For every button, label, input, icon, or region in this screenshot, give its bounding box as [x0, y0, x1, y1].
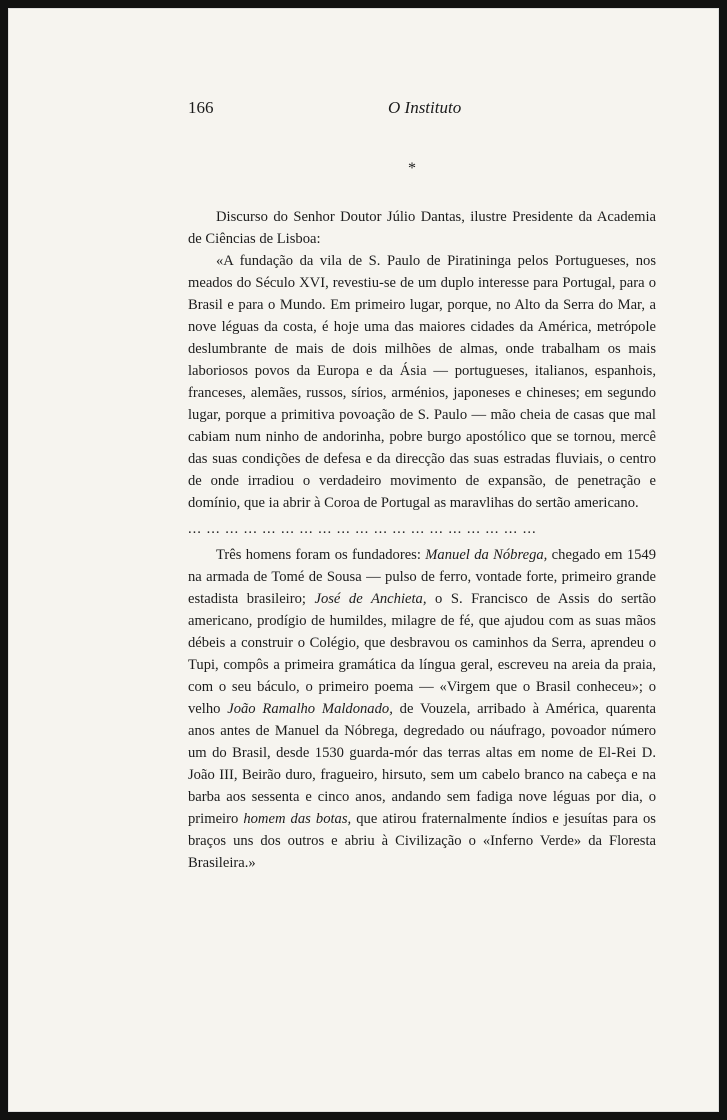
name-joao-ramalho-maldonado: João Ramalho Maldonado, — [227, 701, 393, 717]
paragraph-2-text-4: de Vouzela, arribado à América, quarenta anos antes de Manuel da Nóbrega, degredado ou náufrago, povoador número um do Brasil, desde 1530 guarda-mór das terras altas em nome de El-Rei D. João III, Beirão duro, fragueiro, hirsuto, sem um cabelo branco na cabeça e na barba aos sessenta e cinco anos, andando sem fadiga nove léguas por dia, o primeiro — [188, 701, 656, 827]
page-number: 166 — [188, 98, 214, 117]
phrase-homem-das-botas: homem das botas, — [243, 811, 352, 827]
paragraph-2-text-1: Três homens foram os fundadores: — [216, 547, 426, 563]
page-header — [188, 98, 568, 120]
body-text — [188, 206, 656, 874]
running-title: O Instituto — [388, 98, 462, 117]
section-ornament: * — [408, 160, 416, 177]
paragraph-2-text-5: que atirou fraternalmente índios e jesuítas para os braços uns dos outros e abriu à Civilização o «Inferno Verde» da Floresta Brasileira.» — [188, 811, 656, 871]
ellipsis-separator: ... ... ... ... ... ... ... ... ... ... ... ... ... ... ... ... ... ... ... — [188, 521, 537, 537]
name-jose-de-anchieta: José de Anchieta, — [314, 591, 427, 607]
speech-paragraph-1: «A fundação da vila de S. Paulo de Piratininga pelos Portugueses, nos meados do Século XVI, revestiu-se de um duplo interesse para Portugal, para o Brasil e para o Mundo. Em primeiro lugar, porque, no Alto da Serra do Mar, a nove léguas da costa, é hoje uma das maiores cidades da América, metrópole deslumbrante de mais de dois milhões de almas, onde trabalham os mais laboriosos povos da Europa e da Ásia — portugueses, italianos, espanhois, franceses, alemães, russos, sírios, arménios, japoneses e chineses; em segundo lugar, porque a primitiva povoação de S. Paulo — mão cheia de casas que mal cabiam num ninho de andorinha, pobre burgo apostólico que se tornou, mercê das suas condições de defesa e da direcção das suas estradas fluviais, o centro de onde irradiou o verdadeiro movimento de expansão, de penetração e domínio, que ia abrir à Coroa de Portugal as maravlihas do sertão americano. — [188, 253, 656, 511]
paragraph-2-text-3: o S. Francisco de Assis do sertão americano, prodígio de humildes, milagre de fé, que ajudou com as suas mãos débeis a construir o Colégio, que desbravou os caminhos da Serra, aprendeu o Tupi, compôs a primeira gramática da língua geral, escreveu na areia da praia, com o seu báculo, o primeiro poema — «Virgem que o Brasil conheceu»; o velho — [188, 591, 656, 717]
speech-paragraph-2 — [188, 544, 656, 874]
speech-introduction: Discurso do Senhor Doutor Júlio Dantas, ilustre Presidente da Academia de Ciências de Lisboa: — [188, 209, 656, 247]
book-page — [8, 8, 719, 1112]
paragraph-2-text-2: chegado em 1549 na armada de Tomé de Sousa — pulso de ferro, vontade forte, primeiro grande estadista brasileiro; — [188, 547, 657, 607]
name-manuel-da-nobrega: Manuel da Nóbrega, — [425, 547, 548, 563]
